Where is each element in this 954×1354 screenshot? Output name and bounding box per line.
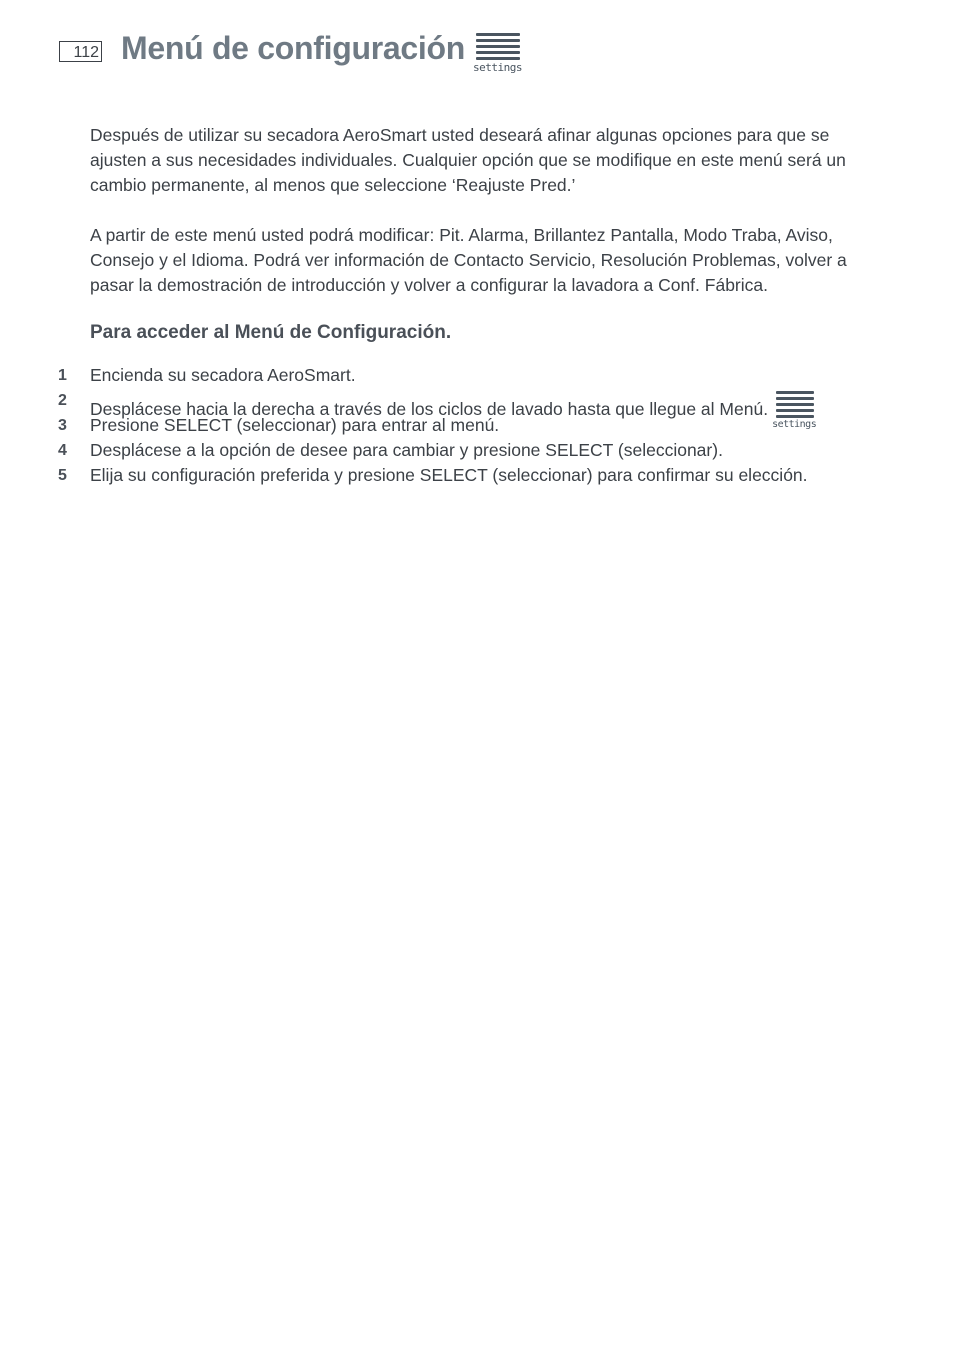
section-heading: Para acceder al Menú de Configuración. bbox=[90, 322, 452, 343]
intro-paragraph-1: Después de utilizar su secadora AeroSmart usted deseará afinar algunas opciones para que se ajusten a sus necesidades individuales. Cualquier opción que se modifique en este menú será un cambio permanente, al menos que seleccione ‘Reajuste Pred.’ bbox=[90, 125, 846, 195]
settings-icon-label: settings bbox=[772, 419, 817, 430]
intro-paragraph-2: A partir de este menú usted podrá modificar: Pit. Alarma, Brillantez Pantalla, Modo Traba, Aviso, Consejo y el Idioma. Podrá ver información de Contacto Servicio, Resolución Problemas, volver a pasar la demostración de introducción y volver a configurar la lavadora a Conf. Fábrica. bbox=[90, 225, 847, 295]
list-item bbox=[0, 413, 954, 438]
list-item bbox=[0, 363, 954, 388]
page-title: Menú de configuración bbox=[121, 30, 465, 66]
list-item bbox=[0, 438, 954, 463]
step-number: 3 bbox=[58, 417, 67, 434]
settings-icon bbox=[473, 33, 523, 73]
page-number: 112 bbox=[59, 41, 102, 62]
step-text: Elija su configuración preferida y presione SELECT (seleccionar) para confirmar su elección. bbox=[90, 465, 808, 485]
settings-icon-label: settings bbox=[473, 61, 522, 74]
step-text: Encienda su secadora AeroSmart. bbox=[90, 365, 356, 385]
list-item bbox=[0, 463, 954, 488]
step-text: Desplácese a la opción de desee para cambiar y presione SELECT (seleccionar). bbox=[90, 440, 723, 460]
step-number: 2 bbox=[58, 392, 67, 409]
steps-list bbox=[0, 363, 954, 488]
step-number: 4 bbox=[58, 442, 67, 459]
step-text: Desplácese hacia la derecha a través de los ciclos de lavado hasta que llegue al Menú. bbox=[90, 399, 769, 419]
step-text: Presione SELECT (seleccionar) para entrar al menú. bbox=[90, 415, 500, 435]
step-number: 5 bbox=[58, 467, 67, 484]
step-number: 1 bbox=[58, 367, 67, 384]
